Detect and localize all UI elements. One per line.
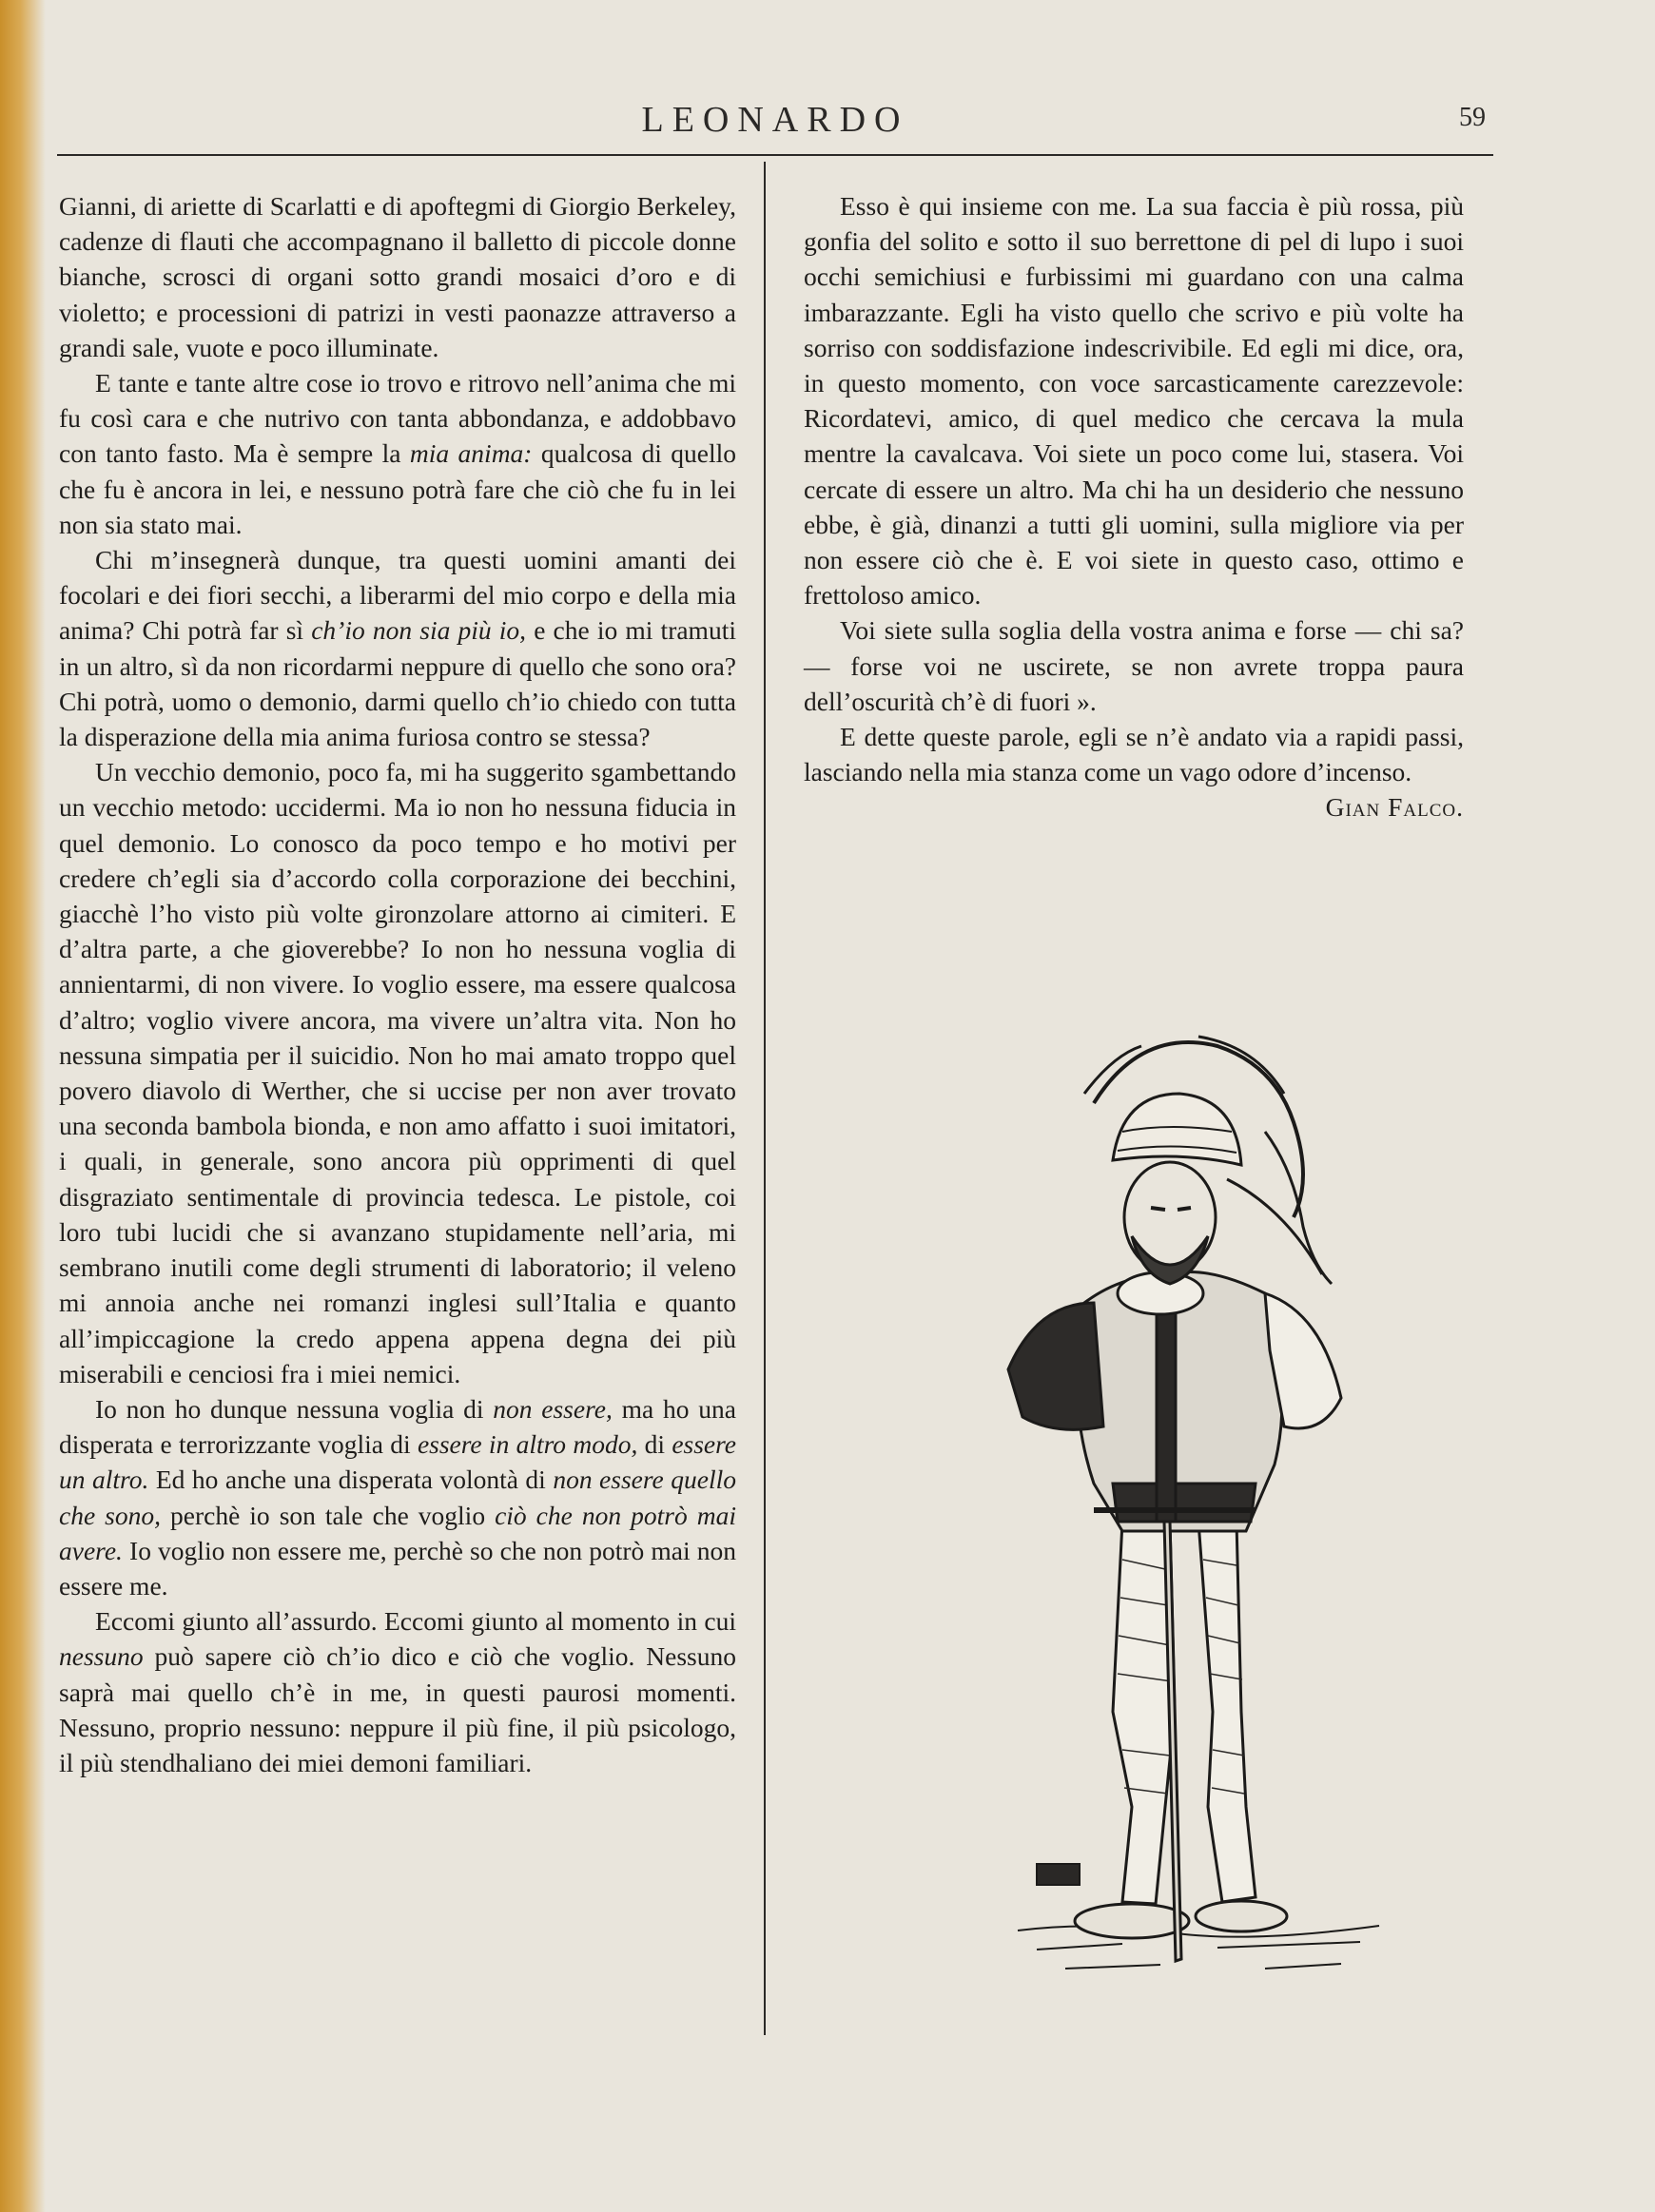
- text-run: Eccomi giunto all’assurdo. Eccomi giunto al momento in cui: [95, 1606, 736, 1637]
- header-rule: [57, 154, 1493, 156]
- running-title: LEONARDO: [641, 100, 909, 140]
- italic-run: non essere,: [493, 1393, 613, 1424]
- paragraph: Voi siete sulla soglia della vostra anima e forse — chi sa? — forse voi ne uscirete, se non avrete troppa paura dell’oscurità ch’è di fuori ».: [804, 615, 1464, 716]
- right-column: [804, 188, 1464, 825]
- text-run: di: [637, 1429, 672, 1460]
- text-run: può sapere ciò ch’io dico e ciò che voglio. Nessuno saprà mai quello ch’è in me, in questi paurosi momenti. Nessuno, proprio nessuno: neppure il più fine, il più psicologo, il più stendhaliano dei miei demoni familiari.: [59, 1641, 736, 1777]
- text-run: Un vecchio demonio, poco fa, mi ha suggerito sgambettando un vecchio metodo: uccidermi. Ma io non ho nessuna fiducia in quel demonio. Lo conosco da poco tempo e ho motivi per credere ch’egli sia d’accordo colla corporazione dei becchini, giacchè l’ho visto più volte gironzolare attorno ai cimiteri. E d’altra parte, a che gioverebbe? Io non ho nessuna voglia di annientarmi, di non vivere. Io voglio essere, ma essere qualcosa d’altro; voglio vivere ancora, ma vivere un’altra vita. Non ho nessuna simpatia per il suicidio. Non ho mai amato troppo quel povero diavolo di Werther, che si uccise per non aver trovato una seconda bambola bionda, e non amo affatto i suoi imitatori, i quali, in generale, sono ancora più opprimenti di quel disgraziato sentimentale di provincia tedesca. Le pistole, coi loro tubi lucidi che si avanzano stupidamente nell’aria, mi sembrano inutili come degli strumenti di laboratorio; il veleno mi annoia anche nei romanzi inglesi sull’Italia e quanto all’impiccagione la credo appena appena degna dei più miserabili e cenciosi fra i miei nemici.: [59, 757, 736, 1388]
- head: [1124, 1162, 1216, 1284]
- page-edge-shadow: [0, 0, 46, 2212]
- paragraph: [59, 542, 736, 754]
- text-run: ma ho una disperata e terrorizzante voglia di: [59, 1393, 736, 1460]
- text-run: qualcosa di quello che fu è ancora in lei, e nessuno potrà fare che ciò che fu in lei non sia stato mai.: [59, 438, 736, 539]
- text-run: e che io mi tramuti in un altro, sì da non ricordarmi neppure di quello che sono ora? Chi potrà, uomo o demonio, darmi quello ch’io chiedo con tutta la disperazione della mia anima furiosa contro se stessa?: [59, 615, 736, 752]
- left-column: [59, 188, 736, 1780]
- text-run: Ed ho anche una disperata volontà di: [148, 1465, 554, 1495]
- paragraph: E dette queste parole, egli se n’è andato via a rapidi passi, lasciando nella mia stanza come un vago odore d’incenso.: [804, 722, 1464, 787]
- paragraph: [59, 754, 736, 1391]
- woodcut-illustration: [980, 989, 1398, 2016]
- column-rule: [764, 162, 766, 2035]
- paragraph: [59, 188, 736, 365]
- paragraph: [59, 1603, 736, 1780]
- italic-run: essere in altro modo,: [417, 1429, 638, 1460]
- paragraph: [59, 1391, 736, 1603]
- page-header: [57, 91, 1493, 148]
- paragraph: [59, 365, 736, 542]
- text-run: Io non ho dunque nessuna voglia di: [95, 1393, 494, 1424]
- text-run: Gianni, di ariette di Scarlatti e di apoftegmi di Giorgio Berkeley, cadenze di flauti che accompagnano il balletto di piccole donne bianche, scrosci di organi sotto grandi mosaici d’oro e di violetto; e processioni di patrizi in vesti paonazze attraverso a grandi sale, vuote e poco illuminate.: [59, 191, 736, 362]
- italic-run: mia anima:: [409, 438, 533, 469]
- author-signature: Gian Falco.: [1325, 792, 1464, 823]
- italic-run: ch’io non sia più io,: [311, 615, 527, 646]
- text-run: Chi m’insegnerà dunque, tra questi uomini amanti dei focolari e dei fiori secchi, a liberarmi del mio corpo e della mia anima? Chi potrà far sì: [59, 545, 736, 646]
- text-run: Io voglio non essere me, perchè so che non potrò mai non essere me.: [59, 1535, 736, 1601]
- text-run: E tante e tante altre cose io trovo e ritrovo nell’anima che mi fu così cara e che nutrivo con tanta abbondanza, e addobbavo con tanto fasto. Ma è sempre la: [59, 368, 736, 469]
- page-number: 59: [1459, 103, 1486, 132]
- text-run: perchè io son tale che voglio: [161, 1500, 496, 1530]
- italic-run: nessuno: [59, 1641, 144, 1672]
- italic-run: non essere quello che sono,: [59, 1465, 736, 1530]
- paragraph: Esso è qui insieme con me. La sua faccia è più rossa, più gonfia del solito e sotto il suo berrettone di pel di lupo i suoi occhi semichiusi e furbissimi mi guardano con una calma imbarazzante. Egli ha visto quello che scrivo e più volte ha sorriso con soddisfazione indescrivibile. Ed egli mi dice, ora, in questo momento, con voce sarcasticamente carezzevole: Ricordatevi, amico, di quel medico che cercava la mula mentre la cavalcava. Voi siete un poco come lui, stasera. Voi cercate di essere un altro. Ma chi ha un desiderio che nessuno ebbe, è già, dinanzi a tutti gli uomini, sulla migliore via per non essere ciò che è. E voi siete in questo caso, ottimo e frettoloso amico.: [804, 191, 1464, 611]
- italic-run: essere un altro.: [59, 1429, 737, 1495]
- italic-run: ciò che non potrò mai avere.: [59, 1500, 736, 1565]
- legs: [1075, 1522, 1287, 1938]
